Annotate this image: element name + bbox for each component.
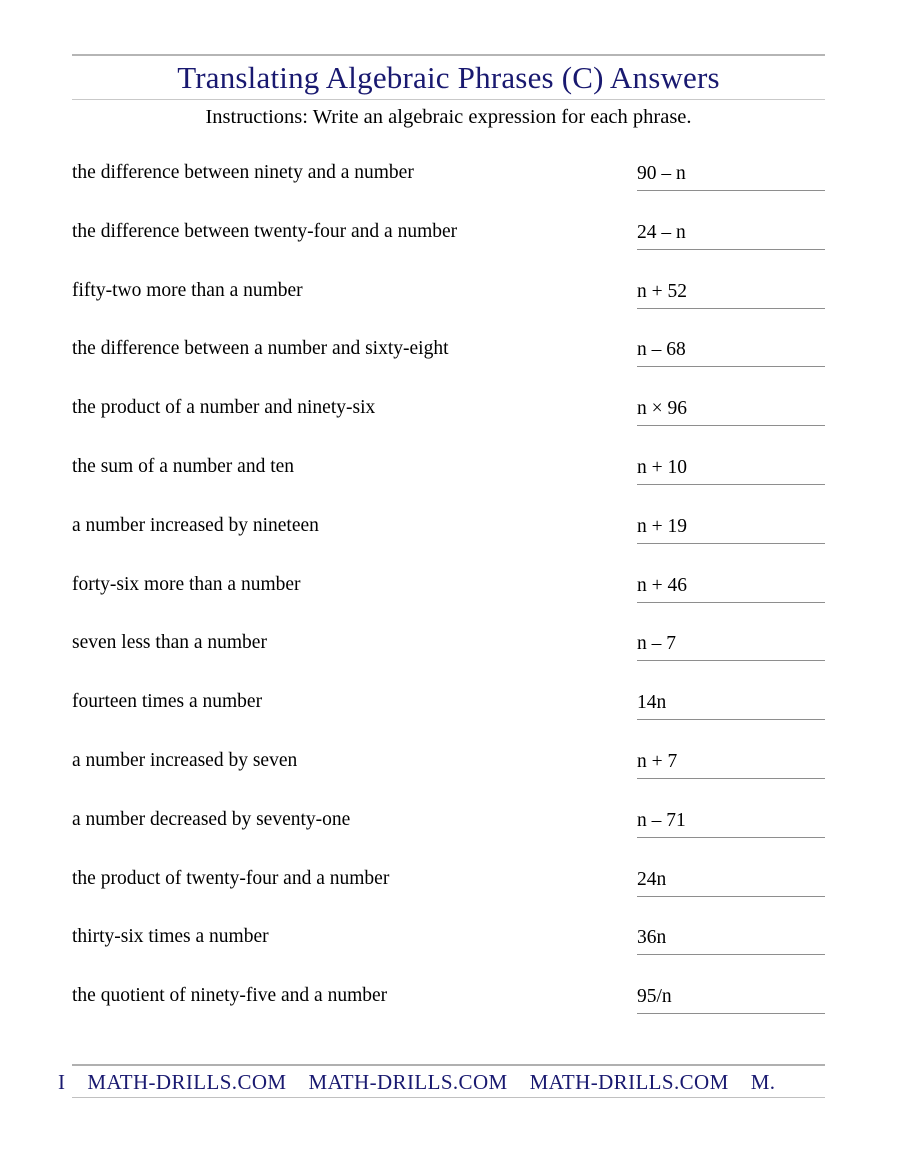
- answer-value: n + 10: [637, 456, 687, 478]
- question-row: [72, 689, 825, 748]
- question-phrase: the quotient of ninety-five and a number: [72, 985, 388, 1007]
- question-row: [72, 983, 825, 1042]
- answer-value: n + 7: [637, 750, 678, 772]
- answer-value: n × 96: [637, 398, 687, 420]
- question-phrase: fifty-two more than a number: [72, 279, 303, 301]
- answer-value: n + 19: [637, 515, 687, 537]
- answer-value: 95/n: [637, 986, 672, 1008]
- page-header: [72, 54, 825, 132]
- answer-field[interactable]: [637, 983, 825, 1014]
- answer-value: n – 68: [637, 339, 686, 361]
- question-row: [72, 336, 825, 395]
- footer-brand-strip: [58, 1068, 797, 1097]
- question-row: [72, 454, 825, 513]
- question-phrase: the difference between a number and sixty-eight: [72, 338, 449, 360]
- question-row: [72, 219, 825, 278]
- question-phrase: forty-six more than a number: [72, 573, 301, 595]
- answer-field[interactable]: [637, 513, 825, 544]
- footer-brand-item: MATH-DRILLS.COM: [529, 1070, 729, 1094]
- answer-value: n – 7: [637, 633, 676, 655]
- page-title: Translating Algebraic Phrases (C) Answers: [177, 60, 720, 95]
- question-row: [72, 572, 825, 631]
- answer-value: 36n: [637, 927, 667, 949]
- question-phrase: seven less than a number: [72, 632, 267, 654]
- question-row: [72, 807, 825, 866]
- answer-value: n + 46: [637, 574, 687, 596]
- instructions-text: Instructions: Write an algebraic expression for each phrase.: [205, 106, 692, 128]
- answer-field[interactable]: [637, 160, 825, 191]
- answer-value: 24n: [637, 868, 667, 890]
- answer-value: n + 52: [637, 280, 687, 302]
- question-row: [72, 395, 825, 454]
- answer-value: 90 – n: [637, 163, 686, 184]
- answer-field[interactable]: [637, 336, 825, 367]
- question-phrase: the difference between ninety and a number: [72, 162, 414, 183]
- question-row: [72, 630, 825, 689]
- question-phrase: the product of a number and ninety-six: [72, 397, 376, 419]
- answer-value: 14n: [637, 692, 667, 714]
- answer-field[interactable]: [637, 689, 825, 720]
- answer-field[interactable]: [637, 924, 825, 955]
- answer-field[interactable]: [637, 278, 825, 309]
- question-phrase: the sum of a number and ten: [72, 455, 295, 477]
- answer-field[interactable]: [637, 630, 825, 661]
- question-row: [72, 866, 825, 925]
- question-row: [72, 748, 825, 807]
- question-phrase: thirty-six times a number: [72, 926, 269, 948]
- question-phrase: the product of twenty-four and a number: [72, 867, 390, 889]
- answer-field[interactable]: [637, 866, 825, 897]
- answer-field[interactable]: [637, 454, 825, 485]
- answer-value: n – 71: [637, 809, 686, 831]
- question-row: [72, 160, 825, 219]
- question-row: [72, 513, 825, 572]
- question-row: [72, 278, 825, 337]
- page-footer: [58, 1064, 825, 1098]
- question-phrase: fourteen times a number: [72, 691, 263, 713]
- footer-brand-item: MATH-DRILLS.COM: [308, 1070, 508, 1094]
- question-row: [72, 924, 825, 983]
- question-phrase: the difference between twenty-four and a number: [72, 220, 458, 242]
- question-phrase: a number increased by nineteen: [72, 514, 319, 536]
- answer-field[interactable]: [637, 748, 825, 779]
- answer-field[interactable]: [637, 219, 825, 250]
- answer-field[interactable]: [637, 395, 825, 426]
- footer-brand-item: M.: [750, 1070, 776, 1094]
- question-phrase: a number increased by seven: [72, 749, 298, 771]
- footer-brand-item: I: [58, 1070, 66, 1094]
- question-list: [72, 160, 825, 1042]
- answer-field[interactable]: [637, 572, 825, 603]
- answer-value: 24 – n: [637, 221, 686, 243]
- answer-field[interactable]: [637, 807, 825, 838]
- footer-brand-item: MATH-DRILLS.COM: [87, 1070, 287, 1094]
- question-phrase: a number decreased by seventy-one: [72, 808, 351, 830]
